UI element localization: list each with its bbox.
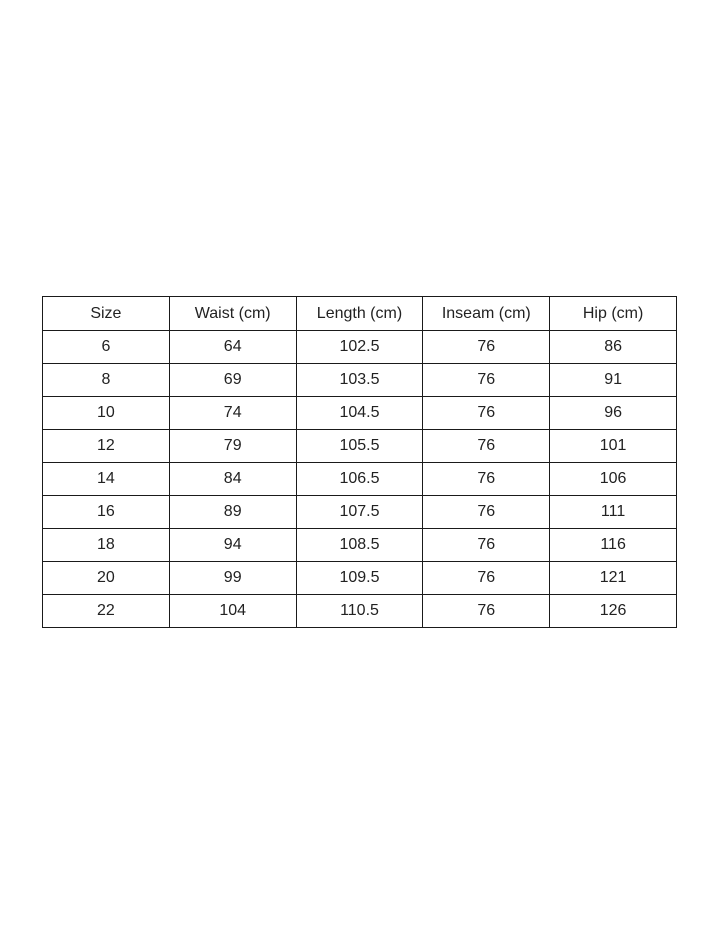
cell-hip: 111 [550,496,677,529]
cell-inseam: 76 [423,496,550,529]
table-row [43,562,677,595]
cell-length: 107.5 [296,496,423,529]
table-row [43,397,677,430]
table-row [43,529,677,562]
cell-waist: 104 [169,595,296,628]
table-header [43,297,677,331]
cell-hip: 91 [550,364,677,397]
cell-hip: 106 [550,463,677,496]
cell-size: 8 [43,364,170,397]
cell-hip: 121 [550,562,677,595]
cell-length: 106.5 [296,463,423,496]
table-row [43,595,677,628]
cell-waist: 64 [169,331,296,364]
cell-waist: 99 [169,562,296,595]
cell-inseam: 76 [423,463,550,496]
cell-waist: 79 [169,430,296,463]
cell-length: 108.5 [296,529,423,562]
table-row [43,430,677,463]
cell-length: 110.5 [296,595,423,628]
table-row [43,331,677,364]
header-hip: Hip (cm) [550,297,677,331]
cell-inseam: 76 [423,331,550,364]
cell-hip: 96 [550,397,677,430]
table-body [43,331,677,628]
header-size: Size [43,297,170,331]
cell-hip: 126 [550,595,677,628]
size-chart-table [42,296,677,628]
cell-size: 6 [43,331,170,364]
cell-waist: 94 [169,529,296,562]
cell-inseam: 76 [423,397,550,430]
cell-waist: 69 [169,364,296,397]
cell-inseam: 76 [423,364,550,397]
cell-inseam: 76 [423,562,550,595]
header-inseam: Inseam (cm) [423,297,550,331]
cell-length: 105.5 [296,430,423,463]
cell-size: 22 [43,595,170,628]
cell-length: 102.5 [296,331,423,364]
header-row [43,297,677,331]
cell-size: 18 [43,529,170,562]
cell-waist: 89 [169,496,296,529]
cell-size: 12 [43,430,170,463]
cell-inseam: 76 [423,529,550,562]
cell-waist: 74 [169,397,296,430]
cell-size: 20 [43,562,170,595]
cell-length: 103.5 [296,364,423,397]
cell-inseam: 76 [423,595,550,628]
header-waist: Waist (cm) [169,297,296,331]
cell-length: 104.5 [296,397,423,430]
cell-size: 14 [43,463,170,496]
cell-hip: 86 [550,331,677,364]
cell-length: 109.5 [296,562,423,595]
table-row [43,463,677,496]
cell-hip: 101 [550,430,677,463]
cell-size: 10 [43,397,170,430]
table-row [43,364,677,397]
cell-hip: 116 [550,529,677,562]
cell-waist: 84 [169,463,296,496]
table-row [43,496,677,529]
cell-size: 16 [43,496,170,529]
header-length: Length (cm) [296,297,423,331]
cell-inseam: 76 [423,430,550,463]
